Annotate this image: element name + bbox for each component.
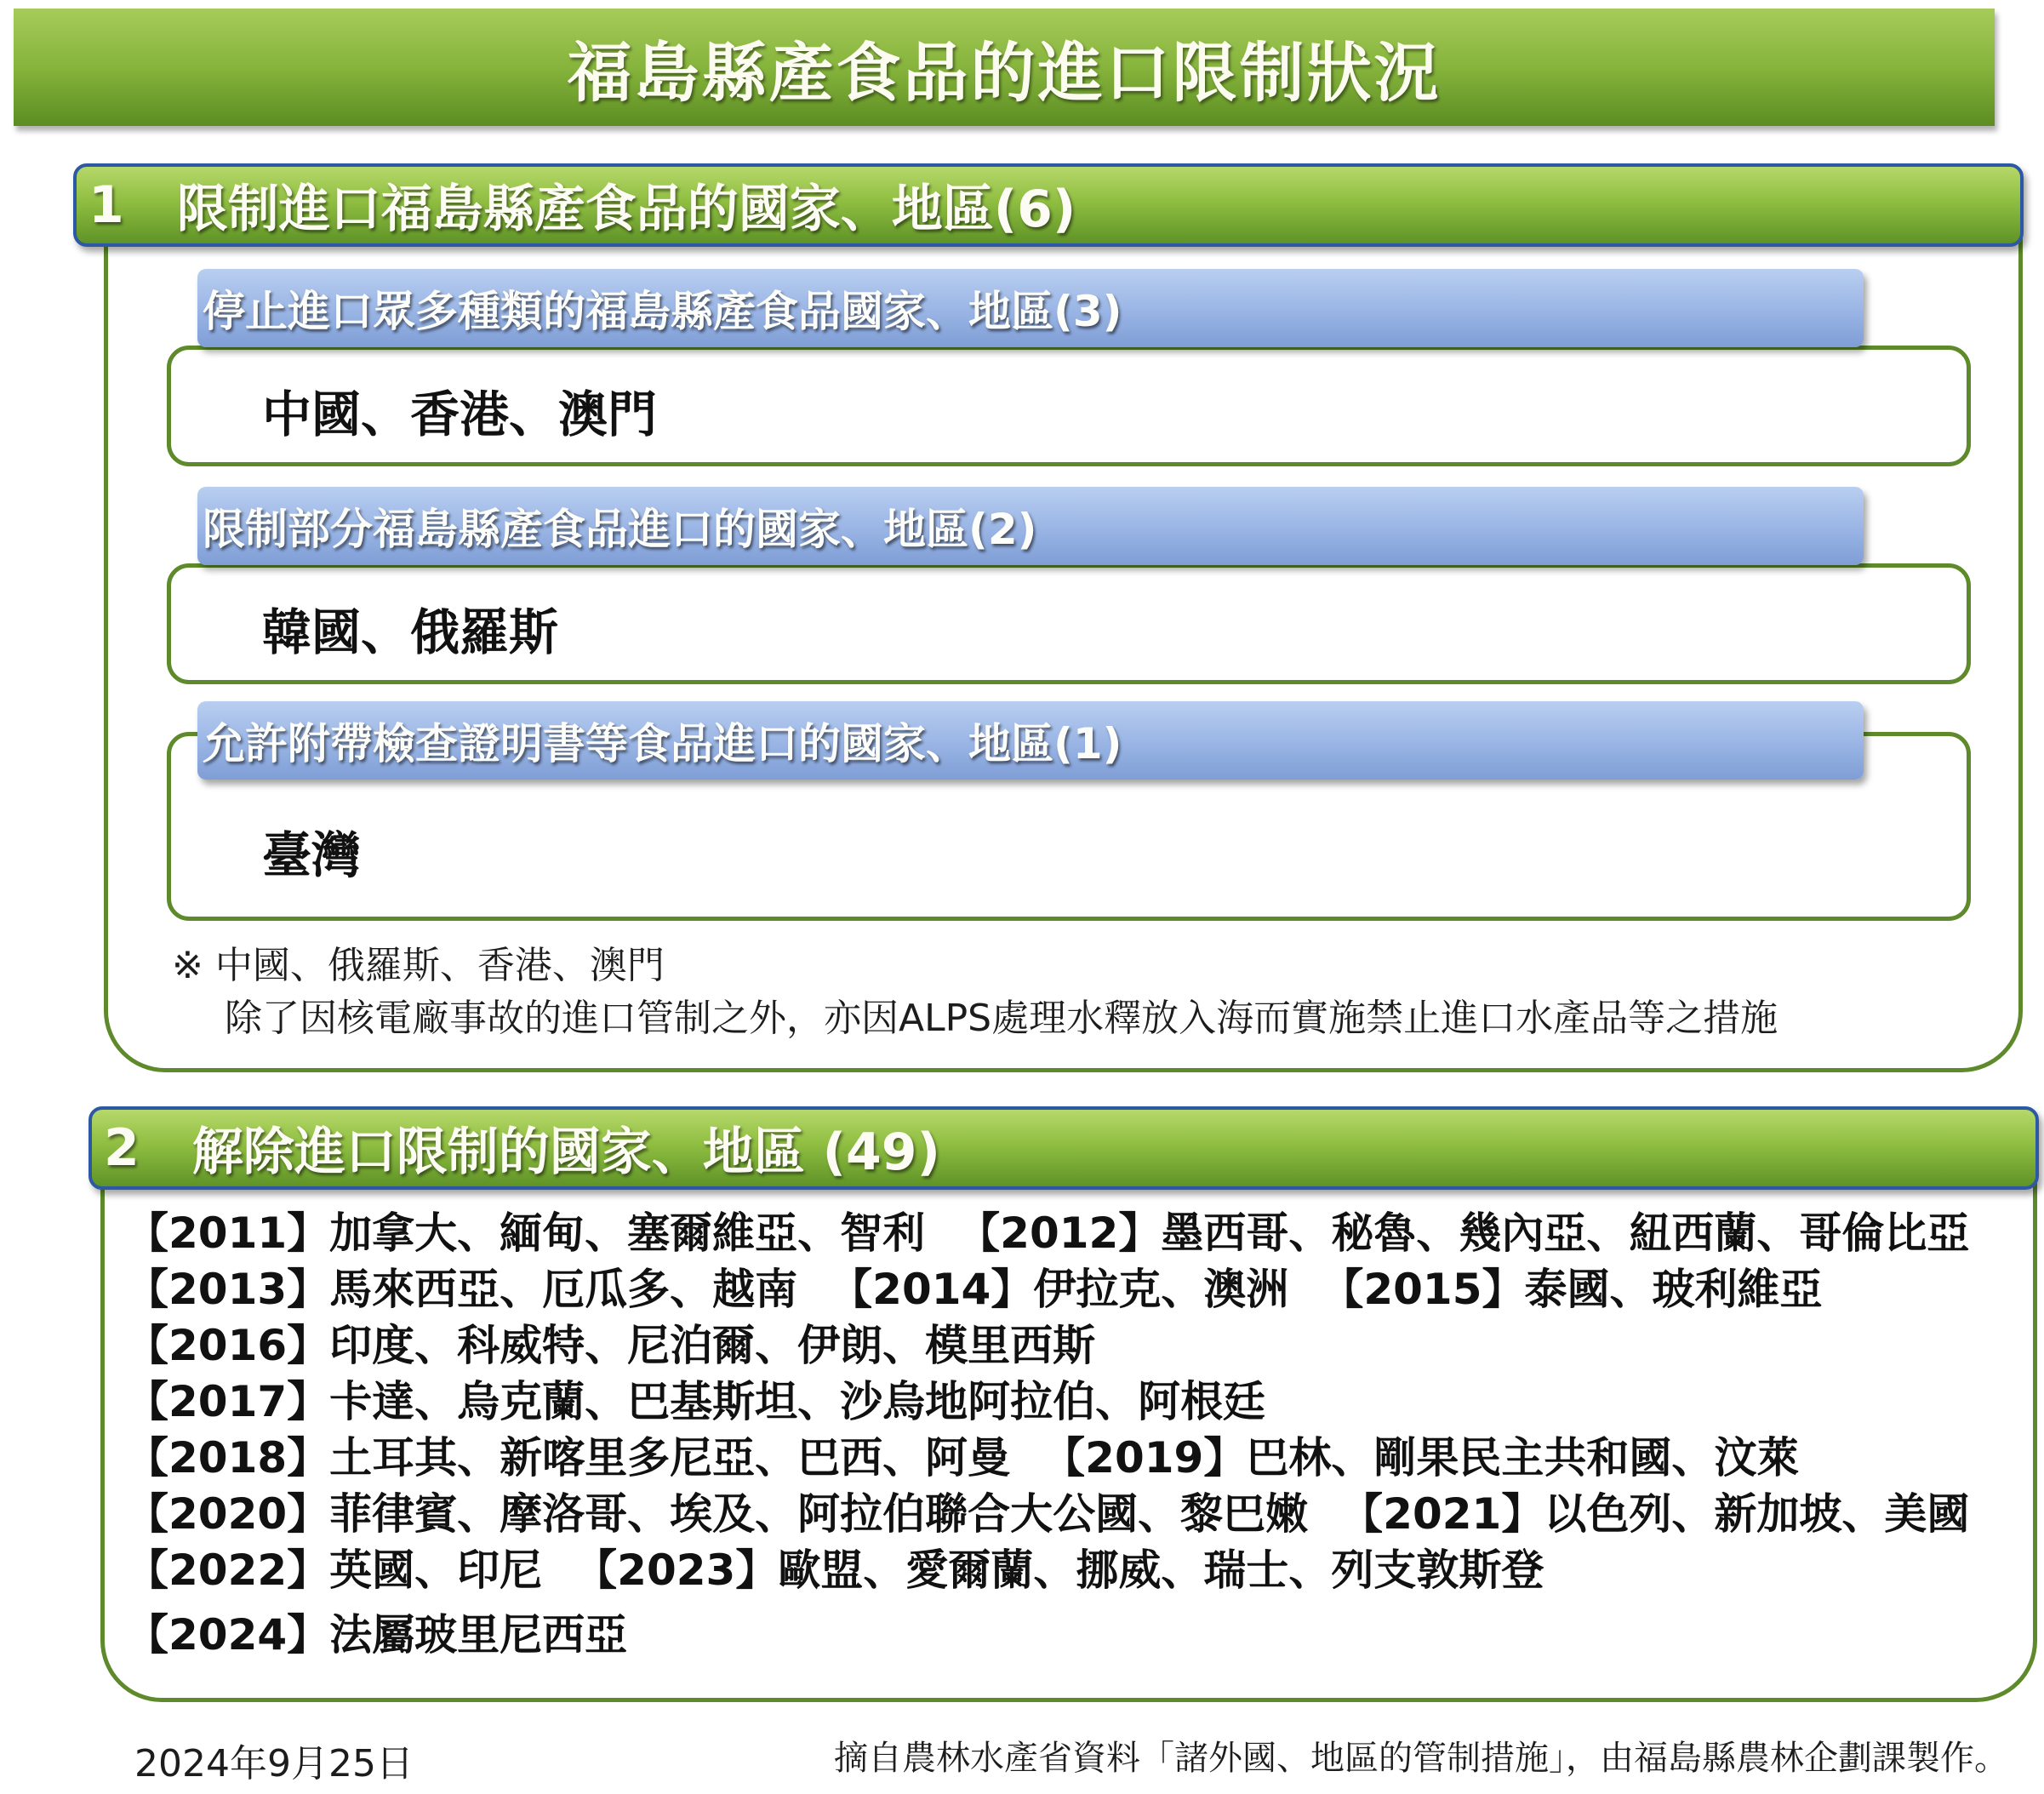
year-line	[126, 1607, 1969, 1663]
year-entry-2018: 【2018】土耳其、新喀里多尼亞、巴西、阿曼	[126, 1433, 1011, 1483]
year-entry-2023: 【2023】歐盟、愛爾蘭、挪威、瑞士、列支敦斯登	[574, 1545, 1544, 1595]
section2-number: 2	[104, 1118, 140, 1178]
section1-header	[73, 163, 2024, 247]
section1-title: 限制進口福島縣產食品的國家、地區(6)	[176, 180, 1076, 239]
year-line	[126, 1542, 1969, 1598]
year-line	[126, 1486, 1969, 1542]
note-line-1: ※ 中國、俄羅斯、香港、澳門	[172, 944, 665, 987]
section1-number: 1	[88, 175, 124, 235]
page-title: 福島縣產食品的進口限制狀況	[567, 34, 1442, 111]
section2-header	[88, 1106, 2039, 1190]
footer-source: 摘自農林水產省資料「諸外國、地區的管制措施」，由福島縣農林企劃課製作。	[834, 1739, 2008, 1778]
group-header-certificate-label: 允許附帶檢查證明書等食品進口的國家、地區(1)	[203, 719, 1122, 768]
year-entry-2013: 【2013】馬來西亞、厄瓜多、越南	[126, 1265, 798, 1314]
title-banner	[14, 9, 1995, 126]
group-countries-certificate: 臺灣	[262, 826, 362, 884]
group-header-stopped-label: 停止進口眾多種類的福島縣產食品國家、地區(3)	[203, 287, 1122, 336]
group-header-partial	[197, 487, 1864, 565]
lifted-year-list	[126, 1205, 1969, 1663]
year-entry-2021: 【2021】以色列、新加坡、美國	[1340, 1489, 1970, 1539]
year-entry-2022: 【2022】英國、印尼	[126, 1545, 543, 1595]
group-header-certificate	[197, 701, 1864, 780]
year-line	[126, 1374, 1969, 1430]
year-entry-2014: 【2014】伊拉克、澳洲	[830, 1265, 1289, 1314]
year-line	[126, 1430, 1969, 1486]
year-entry-2019: 【2019】巴林、剛果民主共和國、汶萊	[1042, 1433, 1800, 1483]
year-entry-2024: 【2024】法屬玻里尼西亞	[126, 1610, 628, 1660]
year-entry-2015: 【2015】泰國、玻利維亞	[1321, 1265, 1823, 1314]
year-entry-2016: 【2016】印度、科威特、尼泊爾、伊朗、模里西斯	[126, 1321, 1096, 1370]
group-header-stopped	[197, 269, 1864, 347]
footer-date: 2024年9月25日	[134, 1742, 414, 1785]
year-line	[126, 1261, 1969, 1317]
year-entry-2017: 【2017】卡達、烏克蘭、巴基斯坦、沙烏地阿拉伯、阿根廷	[126, 1377, 1266, 1426]
group-header-partial-label: 限制部分福島縣產食品進口的國家、地區(2)	[203, 505, 1037, 554]
year-entry-2020: 【2020】菲律賓、摩洛哥、埃及、阿拉伯聯合大公國、黎巴嫩	[126, 1489, 1309, 1539]
note-line-2: 除了因核電廠事故的進口管制之外，亦因ALPS處理水釋放入海而實施禁止進口水產品等之措施	[225, 997, 1779, 1040]
year-line	[126, 1205, 1969, 1261]
section2-title: 解除進口限制的國家、地區 (49)	[191, 1123, 940, 1182]
year-entry-2012: 【2012】墨西哥、秘魯、幾內亞、紐西蘭、哥倫比亞	[957, 1208, 1970, 1258]
group-countries-partial: 韓國、俄羅斯	[262, 603, 559, 661]
year-line	[126, 1317, 1969, 1374]
group-countries-stopped: 中國、香港、澳門	[262, 386, 658, 443]
year-entry-2011: 【2011】加拿大、緬甸、塞爾維亞、智利	[126, 1208, 926, 1258]
